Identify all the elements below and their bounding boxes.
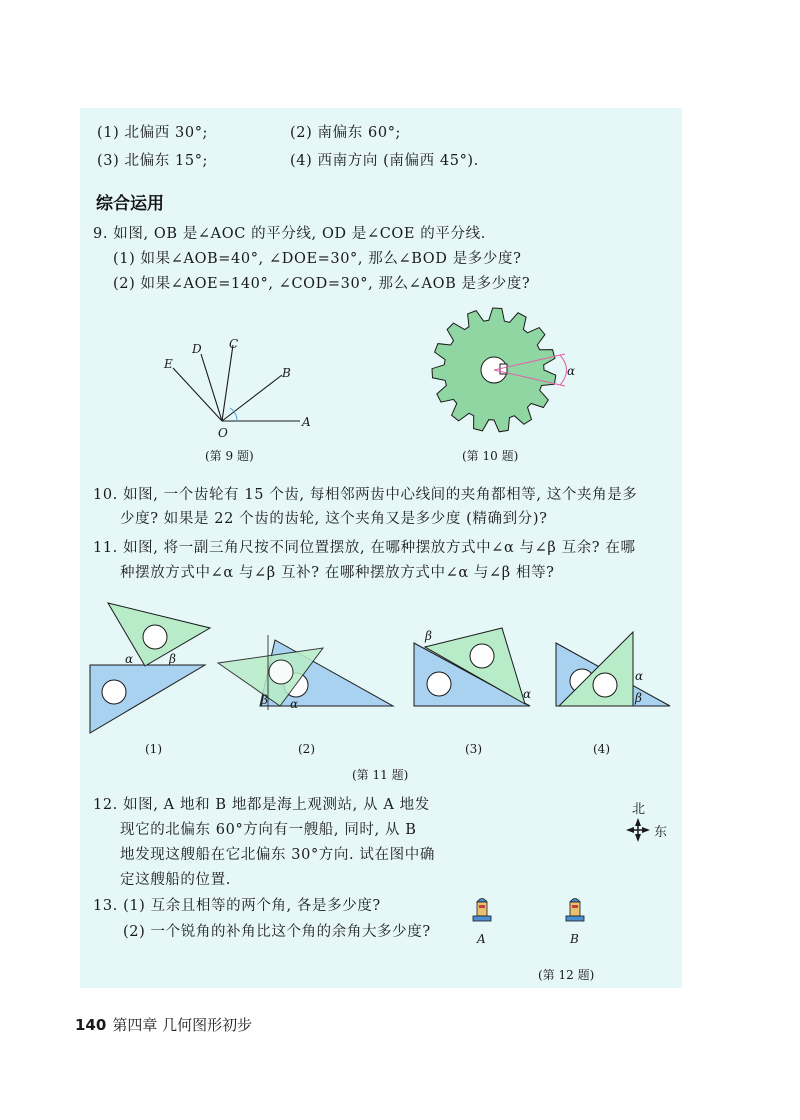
fig11-3-beta: β: [425, 629, 432, 643]
page-number: 140: [75, 1016, 107, 1034]
q12-line3: 地发现这艘船在它北偏东 30°方向. 试在图中确: [120, 847, 435, 863]
option-3: (3) 北偏东 15°;: [97, 153, 209, 169]
ray-od: [201, 354, 222, 421]
fig11-2-alpha: α: [290, 697, 299, 711]
q11-line2: 种摆放方式中∠α 与∠β 互补? 在哪种摆放方式中∠α 与∠β 相等?: [120, 565, 555, 581]
compass-icon: [618, 798, 678, 853]
option-4: (4) 西南方向 (南偏西 45°).: [290, 153, 479, 169]
ray-oe: [173, 368, 222, 421]
label-o: O: [218, 426, 228, 440]
q12-line4: 定这艘船的位置.: [120, 872, 231, 888]
page-footer: [75, 1014, 252, 1035]
fig11-1-beta: β: [169, 652, 176, 666]
fig10-caption: (第 10 题): [462, 449, 519, 463]
fig11-2-beta: β: [261, 693, 268, 707]
fig11-sub1: (1): [145, 742, 162, 756]
chapter-title: 第四章 几何图形初步: [112, 1016, 253, 1034]
fig11-sub2: (2): [298, 742, 315, 756]
q13-line2: (2) 一个锐角的补角比这个角的余角大多少度?: [123, 924, 431, 940]
lighthouse-b-icon: [566, 899, 584, 922]
label-b: B: [282, 366, 291, 380]
station-b-label: B: [570, 932, 579, 946]
q10-line2: 少度? 如果是 22 个齿的齿轮, 这个夹角又是多少度 (精确到分)?: [120, 511, 548, 527]
q12-line2: 现它的北偏东 60°方向有一艘船, 同时, 从 B: [120, 822, 417, 838]
fig10-gear-diagram: [415, 305, 590, 435]
ray-ob: [222, 375, 282, 421]
fig11-triangles: [85, 600, 685, 740]
section-title: 综合运用: [96, 194, 164, 214]
station-a-label: A: [477, 932, 486, 946]
option-2: (2) 南偏东 60°;: [290, 125, 402, 141]
label-d: D: [192, 342, 202, 356]
q9-stem: 9. 如图, OB 是∠AOC 的平分线, OD 是∠COE 的平分线.: [93, 226, 486, 242]
fig11-sub4: (4): [593, 742, 610, 756]
q11-line1: 11. 如图, 将一副三角尺按不同位置摆放, 在哪种摆放方式中∠α 与∠β 互余? 在哪: [93, 540, 636, 556]
fig11-4-beta: β: [635, 691, 642, 705]
fig11-caption: (第 11 题): [352, 768, 409, 782]
q12-line1: 12. 如图, A 地和 B 地都是海上观测站, 从 A 地发: [93, 797, 430, 813]
fig9-caption: (第 9 题): [205, 449, 254, 463]
fig11-4-alpha: α: [635, 669, 644, 683]
label-c: C: [229, 337, 239, 351]
fig9-angle-diagram: [155, 330, 325, 440]
label-a: A: [302, 415, 311, 429]
fig12-stations: [466, 894, 596, 949]
q9-part1: (1) 如果∠AOB=40°, ∠DOE=30°, 那么∠BOD 是多少度?: [113, 251, 522, 267]
q10-line1: 10. 如图, 一个齿轮有 15 个齿, 每相邻两齿中心线间的夹角都相等, 这个夹角是多: [93, 487, 638, 503]
fig11-1-alpha: α: [125, 652, 134, 666]
ray-oc: [222, 345, 233, 421]
gear-alpha: α: [567, 364, 576, 378]
q9-part2: (2) 如果∠AOE=140°, ∠COD=30°, 那么∠AOB 是多少度?: [113, 276, 531, 292]
compass-north: 北: [632, 802, 646, 817]
lighthouse-a-icon: [473, 899, 491, 922]
compass-east: 东: [654, 825, 668, 840]
fig12-caption: (第 12 题): [538, 968, 595, 982]
fig11-sub3: (3): [465, 742, 482, 756]
fig11-3-alpha: α: [523, 687, 532, 701]
label-e: E: [164, 357, 173, 371]
q13-line1: 13. (1) 互余且相等的两个角, 各是多少度?: [93, 898, 381, 914]
option-1: (1) 北偏西 30°;: [97, 125, 209, 141]
